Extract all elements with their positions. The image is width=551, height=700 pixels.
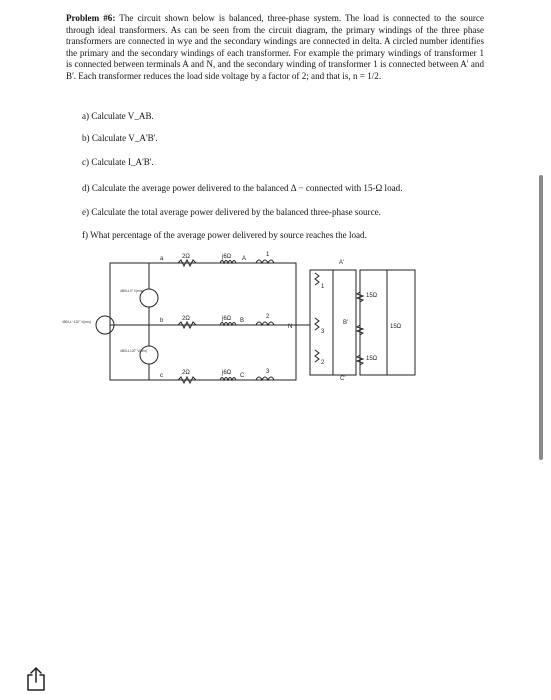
question-d: d) Calculate the average power delivered to the balanced Δ − connected with 15-Ω load.: [82, 183, 403, 193]
label-t1: 1: [266, 252, 270, 258]
circuit-diagram: [60, 250, 435, 390]
label-node-C: C: [240, 373, 245, 379]
label-t2: 2: [266, 314, 270, 320]
label-node-a: a: [160, 256, 164, 262]
secondary-3: [315, 318, 319, 330]
label-sec-3: 3: [321, 329, 325, 335]
label-node-N: N: [288, 324, 293, 330]
question-b: b) Calculate V_A'B'.: [82, 133, 158, 143]
label-r-c: 2Ω: [182, 370, 190, 376]
label-x-b: j6Ω: [222, 316, 232, 322]
scrollbar[interactable]: [539, 175, 543, 460]
label-x-a: j6Ω: [222, 254, 232, 260]
label-node-B: B: [240, 318, 245, 324]
label-src-c: 4800∠120° V(rms): [120, 349, 147, 353]
label-node-A2: A': [339, 260, 345, 266]
label-load-2: 15Ω: [390, 324, 402, 330]
label-sec-2: 2: [321, 360, 325, 366]
label-t3: 3: [266, 369, 270, 375]
problem-label: Problem #6:: [66, 13, 116, 23]
label-node-c: c: [160, 373, 163, 379]
question-e: e) Calculate the total average power delivered by the balanced three-phase source.: [82, 207, 381, 217]
label-src-a: 4800∠0° V(rms): [120, 289, 144, 293]
label-load-3: 15Ω: [366, 356, 378, 362]
label-sec-1: 1: [321, 284, 325, 290]
label-node-b: b: [160, 318, 164, 324]
label-node-C2: C': [340, 376, 346, 382]
label-x-c: j6Ω: [222, 370, 232, 376]
question-a: a) Calculate V_AB.: [82, 111, 154, 121]
label-r-b: 2Ω: [182, 316, 190, 322]
problem-statement: [66, 13, 484, 83]
label-node-B2: B': [343, 320, 349, 326]
label-node-A: A: [242, 256, 247, 262]
source-frame: [110, 263, 296, 380]
secondary-2: [315, 350, 319, 362]
problem-text: The circuit shown below is balanced, three-phase system. The load is connected to the source through ideal transformers. As can be seen from the circuit diagram, the primary windings of the three phase transformers are connected in wye and the secondary windings are connected in delta. A circled number identifies the primary and the secondary windings of each transformer. For example the primary windings of transformer 1 is connected between terminals A and N, and the secondary winding of transformer 1 is connected between A' and B'. Each transformer reduces the load side voltage by a factor of 2; and that is, n = 1/2.: [66, 13, 484, 81]
question-c: c) Calculate I_A'B'.: [82, 157, 154, 167]
label-r-a: 2Ω: [182, 254, 190, 260]
share-icon[interactable]: [24, 666, 48, 692]
label-src-b: 4800∠−120° V(rms): [62, 320, 91, 324]
label-load-1: 15Ω: [366, 293, 378, 299]
secondary-1: [315, 273, 319, 285]
question-f: f) What percentage of the average power delivered by source reaches the load.: [82, 230, 367, 240]
